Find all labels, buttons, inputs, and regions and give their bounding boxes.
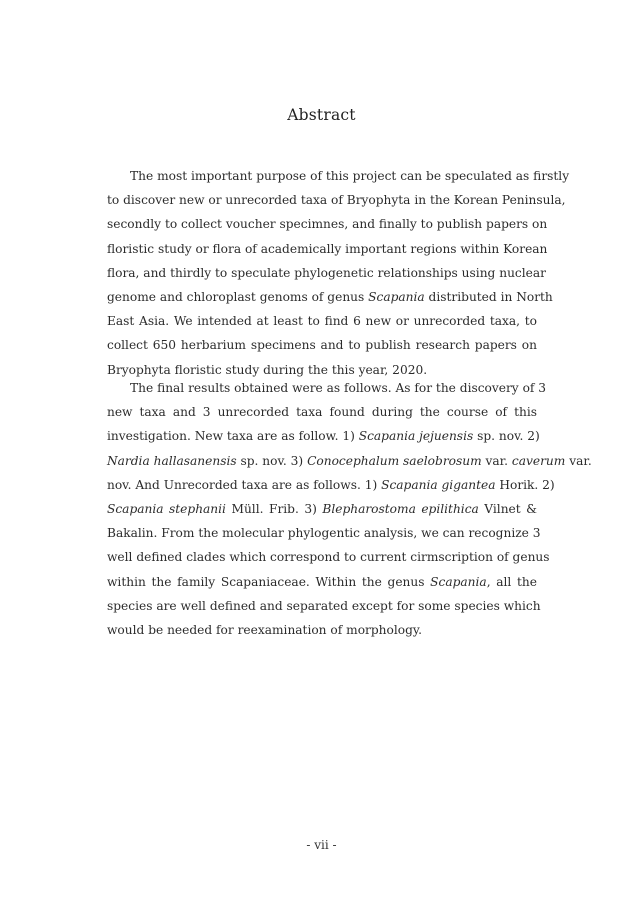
text-run: , all the xyxy=(486,574,537,589)
text-line: Bryophyta floristic study during the this year, 2020. xyxy=(107,362,428,377)
text-run: var. xyxy=(565,453,592,468)
text-run: sp. nov. 2) xyxy=(473,429,540,444)
text-line xyxy=(107,570,537,594)
page-title: Abstract xyxy=(287,106,356,124)
text-line: new taxa and 3 unrecorded taxa found during the course of this xyxy=(107,405,537,420)
genus-name: Scapania xyxy=(430,574,487,589)
text-run: genome and chloroplast genoms of genus xyxy=(107,289,369,304)
abstract-paragraph-1 xyxy=(107,164,570,382)
text-run: investigation. New taxa are as follow. 1) xyxy=(107,429,359,444)
text-run: Vilnet & xyxy=(478,501,538,516)
abstract-paragraph-2 xyxy=(107,376,592,642)
text-run: distributed in North xyxy=(424,289,553,304)
species-name: Conocephalum saelobrosum xyxy=(307,453,482,468)
text-line: East Asia. We intended at least to find 6 new or unrecorded taxa, to xyxy=(107,314,537,329)
text-line: to discover new or unrecorded taxa of Bryophyta in the Korean Peninsula, xyxy=(107,193,566,208)
text-line: flora, and thirdly to speculate phylogenetic relationships using nuclear xyxy=(107,265,546,280)
text-run: within the family Scapaniaceae. Within the genus xyxy=(107,574,431,589)
text-line: The final results obtained were as follows. As for the discovery of 3 xyxy=(130,381,547,395)
text-line: would be needed for reexamination of morphology. xyxy=(107,622,423,637)
text-line: Bakalin. From the molecular phylogentic analysis, we can recognize 3 xyxy=(107,526,541,541)
text-line xyxy=(107,449,592,473)
page-number: - vii - xyxy=(306,838,337,852)
text-run: Müll. Frib. 3) xyxy=(225,501,323,516)
species-name: Blepharostoma epilithica xyxy=(322,501,479,516)
text-run: sp. nov. 3) xyxy=(236,453,308,468)
text-line: secondly to collect voucher specimnes, and finally to publish papers on xyxy=(107,217,548,232)
text-line: floristic study or flora of academically important regions within Korean xyxy=(107,241,548,256)
text-line: well defined clades which correspond to current cirmscription of genus xyxy=(107,550,550,565)
text-line xyxy=(107,285,553,309)
text-line xyxy=(107,497,537,521)
text-run: var. xyxy=(481,453,512,468)
species-name: Scapania stephanii xyxy=(107,501,226,516)
text-line: collect 650 herbarium specimens and to publish research papers on xyxy=(107,338,537,353)
text-line xyxy=(107,473,555,497)
text-run: nov. And Unrecorded taxa are as follows. 1) xyxy=(107,477,382,492)
text-line: species are well defined and separated except for some species which xyxy=(107,598,541,613)
text-run: Horik. 2) xyxy=(495,477,555,492)
species-name: Nardia hallasanensis xyxy=(107,453,237,468)
species-name: Scapania jejuensis xyxy=(358,429,474,444)
genus-name: Scapania xyxy=(368,289,425,304)
text-line xyxy=(107,424,540,448)
species-name: Scapania gigantea xyxy=(381,477,496,492)
text-line: The most important purpose of this project can be speculated as firstly xyxy=(130,169,570,183)
variety-name: caverum xyxy=(511,453,566,468)
